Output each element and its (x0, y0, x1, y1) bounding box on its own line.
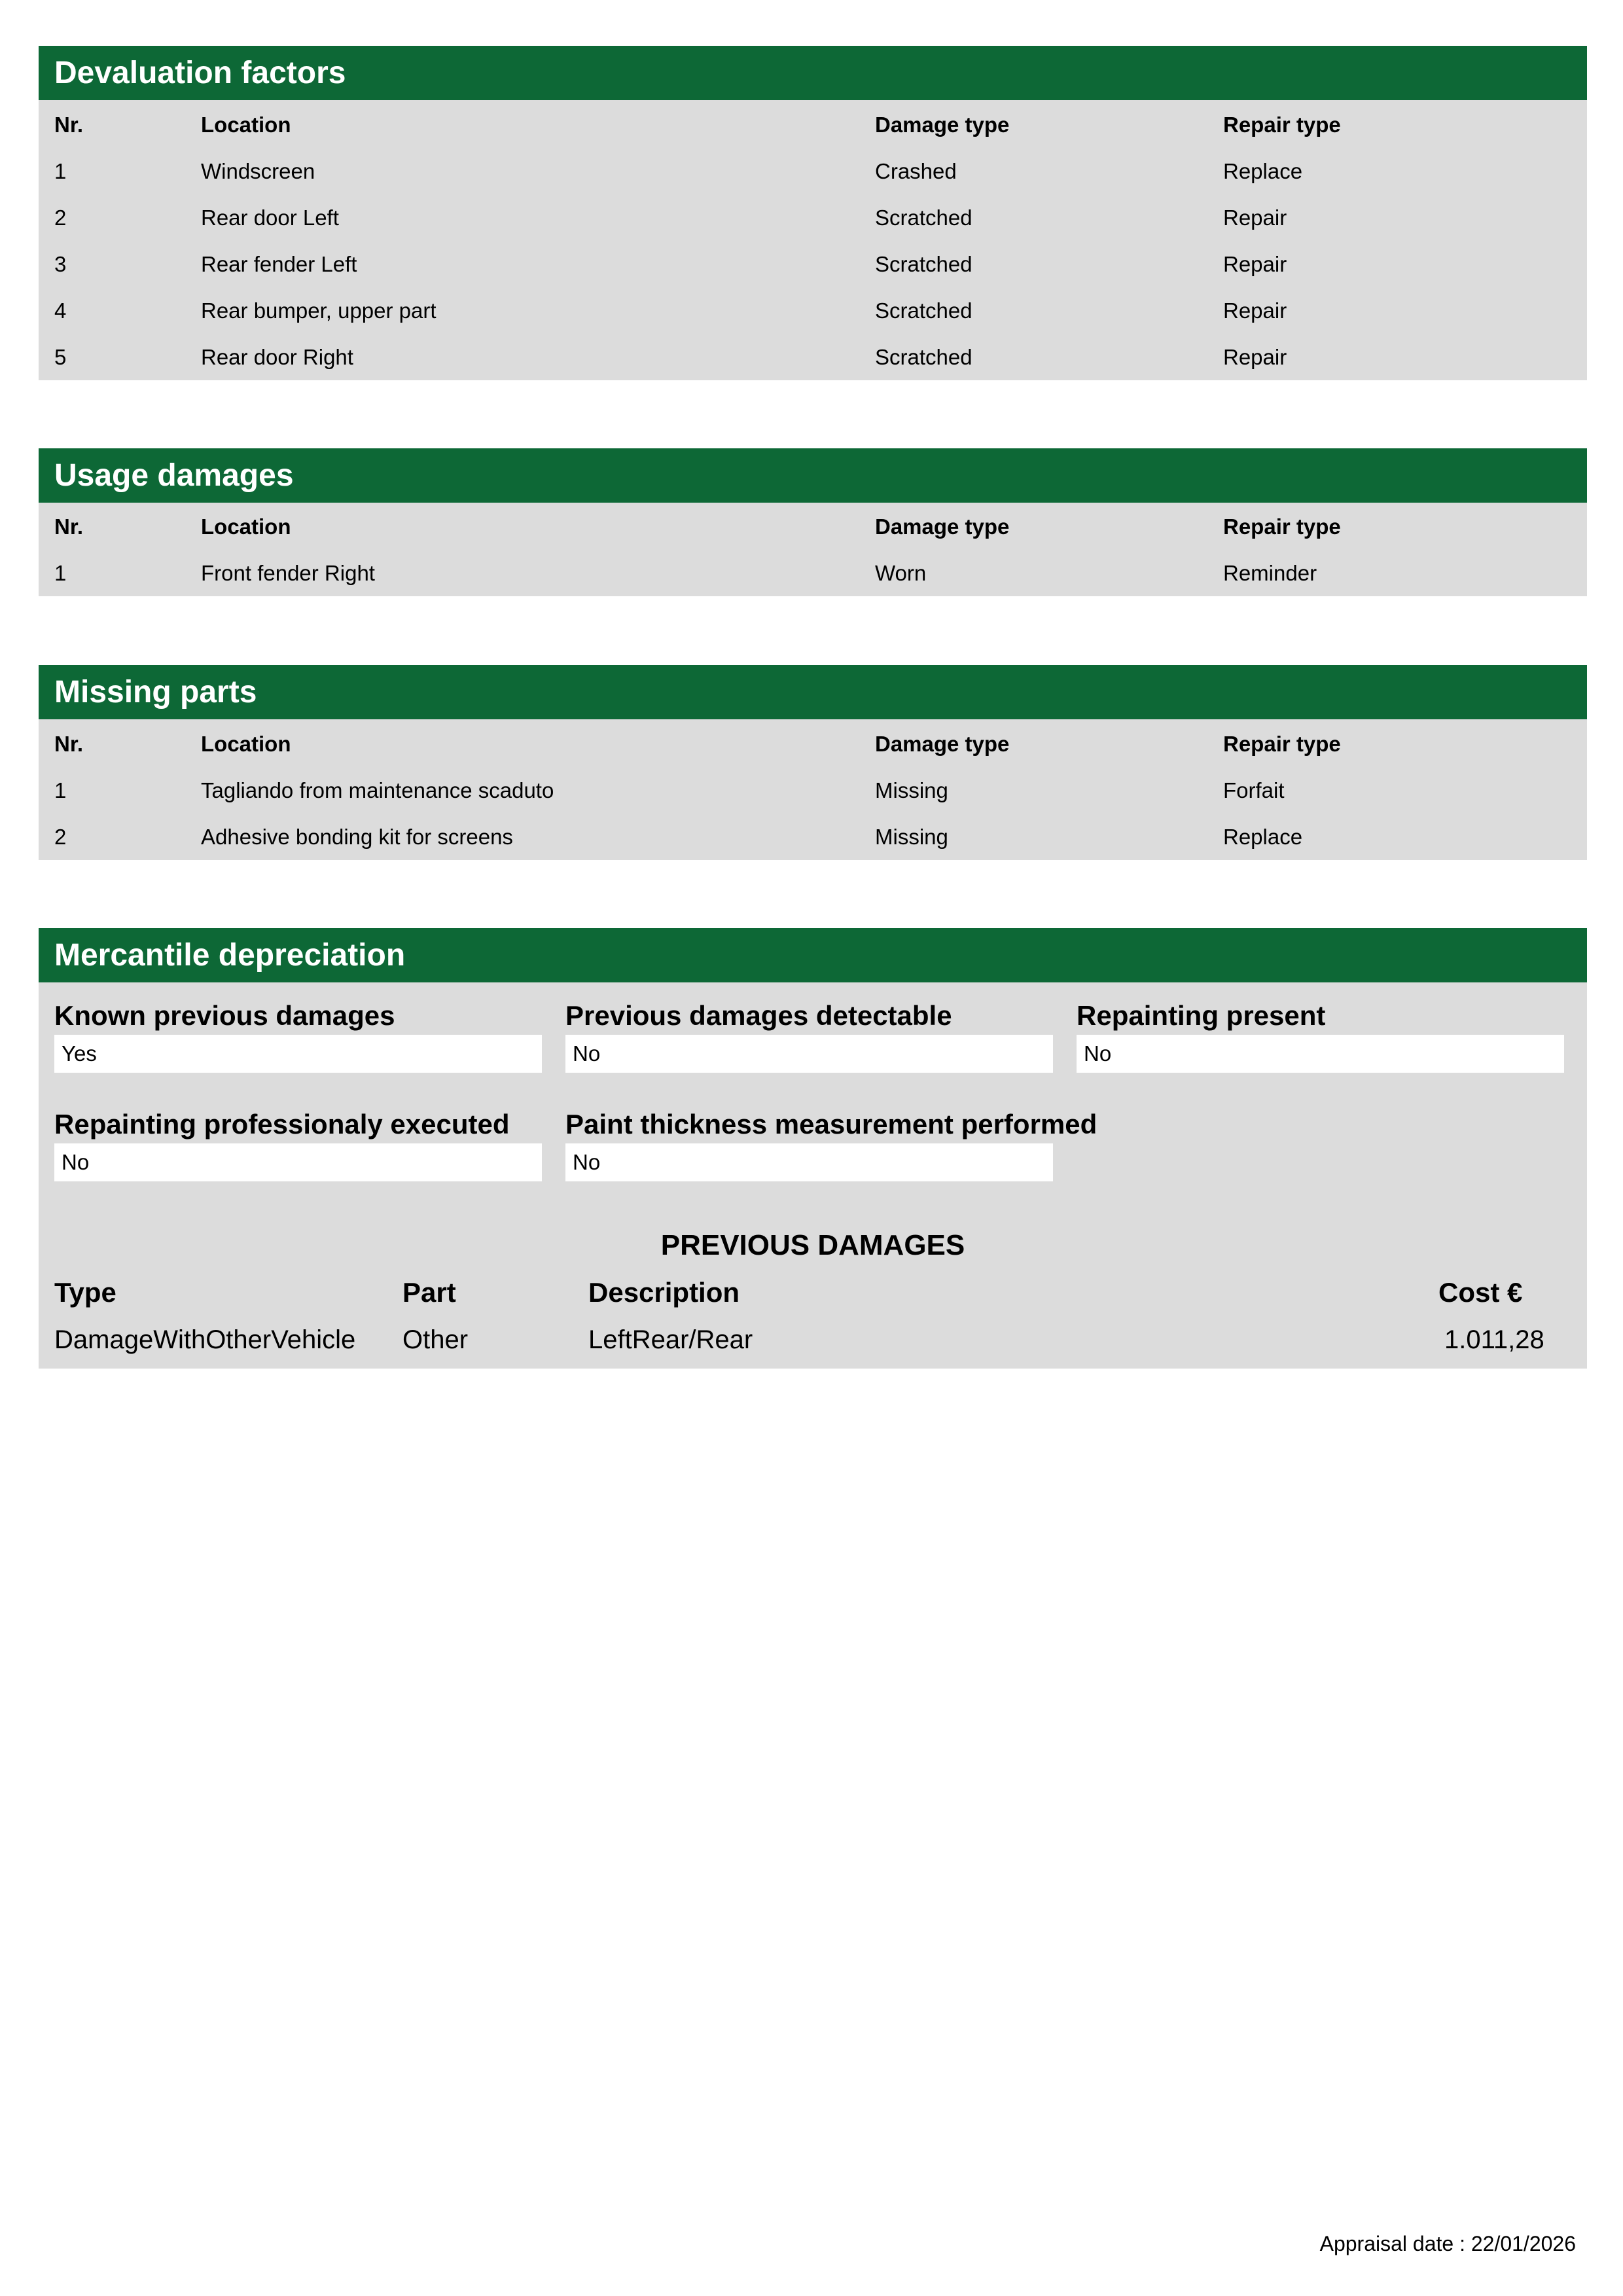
cell-repair-type: Repair (1223, 252, 1287, 276)
cell-damage-type: Missing (875, 778, 948, 802)
field-label: Paint thickness measurement performed (565, 1109, 1097, 1139)
table-header-row (39, 101, 1587, 148)
paint-thickness-measurement-field (565, 1105, 1097, 1181)
col-location: Location (201, 113, 291, 137)
field-label: Repainting professionaly executed (54, 1109, 510, 1139)
col-location: Location (201, 732, 291, 756)
cell-damage-type: Worn (875, 561, 927, 585)
usage-damages-section (39, 448, 1587, 596)
mercantile-depreciation-section (39, 928, 1587, 1369)
cell-damage-type: Scratched (875, 345, 972, 369)
col-cost: Cost € (1438, 1277, 1523, 1308)
field-label: Known previous damages (54, 1000, 395, 1031)
devaluation-factors-title: Devaluation factors (39, 46, 1587, 100)
table-row (39, 767, 1587, 814)
table-row (39, 287, 1587, 334)
col-damage-type: Damage type (875, 732, 1010, 756)
usage-damages-title: Usage damages (39, 448, 1587, 503)
cell-repair-type: Repair (1223, 298, 1287, 323)
mercantile-depreciation-title: Mercantile depreciation (39, 928, 1587, 982)
col-damage-type: Damage type (875, 514, 1010, 539)
col-repair-type: Repair type (1223, 514, 1341, 539)
field-label: Repainting present (1077, 1000, 1326, 1031)
col-type: Type (54, 1277, 116, 1308)
usage-damages-table (39, 503, 1587, 596)
col-nr: Nr. (54, 732, 84, 756)
cell-repair-type: Replace (1223, 159, 1303, 183)
missing-parts-title: Missing parts (39, 665, 1587, 719)
cell-nr: 5 (54, 345, 67, 369)
cell-location: Tagliando from maintenance scaduto (201, 778, 554, 802)
cell-nr: 1 (54, 159, 67, 183)
devaluation-factors-table (39, 100, 1587, 380)
cell-location: Adhesive bonding kit for screens (201, 825, 513, 849)
col-repair-type: Repair type (1223, 113, 1341, 137)
missing-parts-table (39, 719, 1587, 860)
previous-damages-detectable-field (565, 997, 1053, 1073)
field-value: No (565, 1035, 1053, 1073)
cell-cost: 1.011,28 (1444, 1325, 1544, 1354)
cell-nr: 2 (54, 206, 67, 230)
cell-location: Rear fender Left (201, 252, 357, 276)
cell-damage-type: Scratched (875, 298, 972, 323)
depreciation-fields (39, 982, 1587, 1222)
cell-location: Windscreen (201, 159, 315, 183)
field-value: No (565, 1143, 1053, 1181)
col-description: Description (588, 1277, 740, 1308)
table-header-row (39, 721, 1587, 767)
cell-nr: 1 (54, 561, 67, 585)
cell-nr: 4 (54, 298, 67, 323)
cell-repair-type: Reminder (1223, 561, 1317, 585)
cell-repair-type: Replace (1223, 825, 1303, 849)
col-repair-type: Repair type (1223, 732, 1341, 756)
cell-damage-type: Scratched (875, 252, 972, 276)
previous-damages-header-row (39, 1269, 1587, 1316)
table-row (39, 194, 1587, 241)
cell-nr: 2 (54, 825, 67, 849)
col-damage-type: Damage type (875, 113, 1010, 137)
previous-damages-title: PREVIOUS DAMAGES (660, 1229, 965, 1261)
col-nr: Nr. (54, 113, 84, 137)
table-header-row (39, 503, 1587, 550)
devaluation-factors-section (39, 46, 1587, 380)
known-previous-damages-field (54, 997, 542, 1073)
field-value: No (1077, 1035, 1564, 1073)
table-row (39, 241, 1587, 287)
cell-location: Rear bumper, upper part (201, 298, 437, 323)
table-row (39, 550, 1587, 596)
cell-repair-type: Forfait (1223, 778, 1285, 802)
table-row (39, 1316, 1587, 1363)
field-value: Yes (54, 1035, 542, 1073)
cell-type: DamageWithOtherVehicle (54, 1325, 356, 1354)
cell-repair-type: Repair (1223, 206, 1287, 230)
cell-damage-type: Crashed (875, 159, 957, 183)
field-value: No (54, 1143, 542, 1181)
field-label: Previous damages detectable (565, 1000, 952, 1031)
col-nr: Nr. (54, 514, 84, 539)
cell-location: Rear door Right (201, 345, 353, 369)
repainting-professionally-executed-field (54, 1105, 542, 1181)
cell-damage-type: Scratched (875, 206, 972, 230)
table-row (39, 814, 1587, 860)
cell-repair-type: Repair (1223, 345, 1287, 369)
col-location: Location (201, 514, 291, 539)
cell-location: Front fender Right (201, 561, 375, 585)
cell-nr: 1 (54, 778, 67, 802)
cell-nr: 3 (54, 252, 67, 276)
cell-description: LeftRear/Rear (588, 1325, 753, 1354)
col-part: Part (402, 1277, 456, 1308)
cell-part: Other (402, 1325, 469, 1354)
cell-location: Rear door Left (201, 206, 339, 230)
table-row (39, 148, 1587, 194)
missing-parts-section (39, 665, 1587, 860)
appraisal-date: Appraisal date : 22/01/2026 (1319, 2232, 1576, 2255)
table-row (39, 334, 1587, 380)
cell-damage-type: Missing (875, 825, 948, 849)
repainting-present-field (1077, 997, 1564, 1073)
